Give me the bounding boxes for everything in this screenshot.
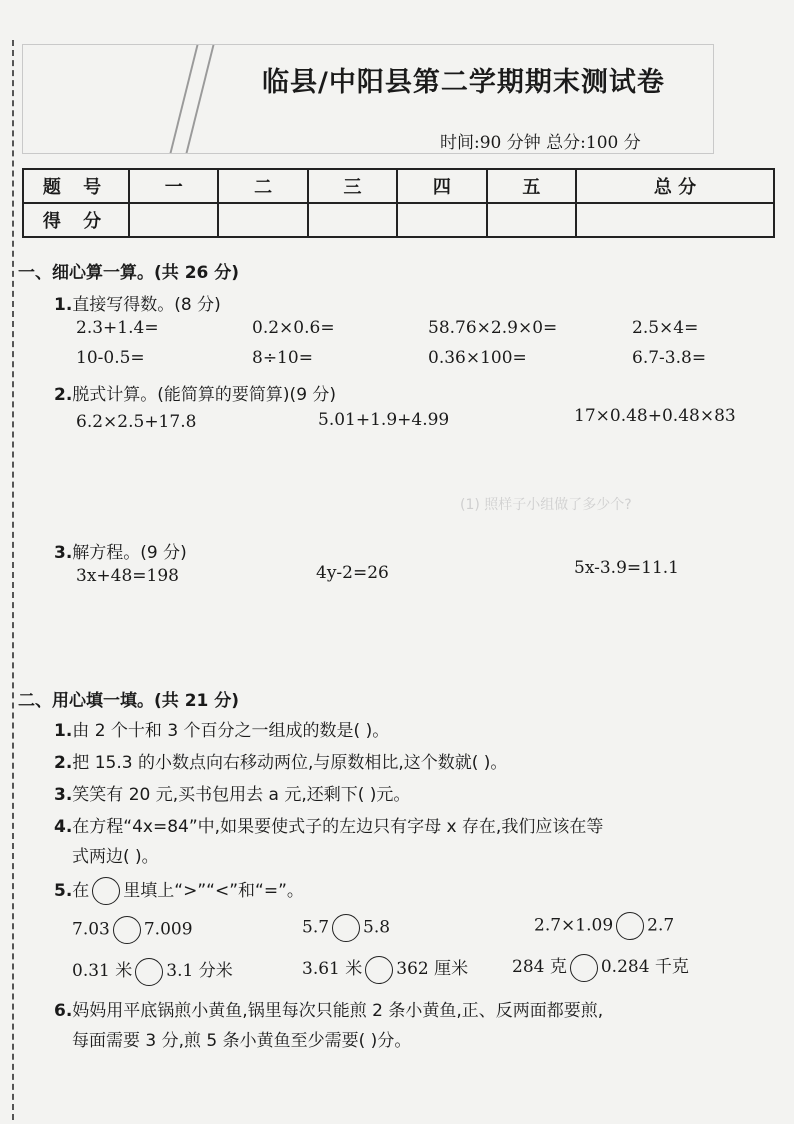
calc-item: 17×0.48+0.48×83 — [574, 406, 736, 426]
question-text: 解方程。(9 分) — [72, 543, 187, 563]
question-text: 在 — [72, 881, 90, 901]
compare-left: 284 克 — [512, 957, 567, 977]
bleed-through-text: (1) 照样子小组做了多少个? — [460, 497, 632, 513]
compare-answer-circle[interactable] — [332, 914, 360, 942]
compare-right: 362 厘米 — [396, 959, 469, 979]
equation-item: 4y-2=26 — [316, 563, 389, 583]
compare-item — [512, 952, 689, 982]
score-input-cell[interactable] — [397, 203, 486, 237]
calc-item: 2.3+1.4= — [76, 318, 159, 338]
compare-answer-circle[interactable] — [135, 958, 163, 986]
table-row — [23, 169, 774, 203]
question-number: 6. — [54, 1001, 73, 1021]
compare-left: 7.03 — [72, 919, 110, 940]
question-number: 3. — [54, 785, 73, 805]
table-cell: 一 — [129, 169, 218, 203]
question-text: 笑笑有 20 元,买书包用去 a 元,还剩下( )元。 — [72, 785, 411, 805]
compare-answer-circle[interactable] — [570, 954, 598, 982]
question-text: 里填上“>”“<”和“=”。 — [123, 881, 304, 901]
question-number: 1. — [54, 295, 73, 315]
compare-item — [72, 916, 193, 944]
compare-right: 3.1 分米 — [166, 961, 233, 981]
calc-item: 10-0.5= — [76, 348, 145, 368]
question-text: 由 2 个十和 3 个百分之一组成的数是( )。 — [72, 721, 390, 741]
compare-right: 7.009 — [143, 919, 193, 940]
scan-margin-line — [12, 40, 14, 1120]
table-cell: 总 分 — [576, 169, 774, 203]
table-cell: 四 — [397, 169, 486, 203]
table-cell: 二 — [218, 169, 307, 203]
question-text: 把 15.3 的小数点向右移动两位,与原数相比,这个数就( )。 — [72, 753, 508, 773]
question-number: 1. — [54, 721, 73, 741]
section-1-heading: 一、细心算一算。(共 26 分) — [18, 263, 240, 283]
compare-left: 3.61 米 — [302, 959, 363, 979]
calc-item: 58.76×2.9×0= — [428, 318, 558, 338]
compare-answer-circle[interactable] — [616, 912, 644, 940]
section-2-heading: 二、用心填一填。(共 21 分) — [18, 691, 240, 711]
calc-item: 6.7-3.8= — [632, 348, 707, 368]
question-1-2 — [54, 380, 336, 405]
compare-item — [534, 912, 674, 940]
time-score-info: 时间:90 分钟 总分:100 分 — [440, 133, 641, 153]
question-2-6 — [54, 996, 603, 1021]
header-decoration — [186, 45, 215, 153]
compare-right: 5.8 — [363, 917, 391, 938]
question-2-3 — [54, 780, 410, 805]
calc-item: 2.5×4= — [632, 318, 699, 338]
calc-item: 6.2×2.5+17.8 — [76, 412, 197, 432]
question-number: 3. — [54, 543, 73, 563]
compare-answer-circle[interactable] — [365, 956, 393, 984]
compare-right: 2.7 — [647, 915, 675, 936]
calc-item: 8÷10= — [252, 348, 313, 368]
table-row — [23, 203, 774, 237]
calc-item: 0.36×100= — [428, 348, 527, 368]
question-2-6-line2: 每面需要 3 分,煎 5 条小黄鱼至少需要( )分。 — [72, 1031, 412, 1051]
compare-item — [302, 914, 390, 942]
compare-answer-circle[interactable] — [113, 916, 141, 944]
equation-item: 3x+48=198 — [76, 566, 179, 586]
calc-item: 5.01+1.9+4.99 — [318, 410, 450, 430]
question-2-2 — [54, 748, 507, 773]
table-cell: 题 号 — [23, 169, 129, 203]
compare-item — [302, 954, 468, 984]
question-number: 2. — [54, 385, 73, 405]
table-cell: 三 — [308, 169, 397, 203]
score-input-cell[interactable] — [308, 203, 397, 237]
question-2-4-line2: 式两边( )。 — [72, 847, 159, 867]
question-number: 5. — [54, 881, 73, 901]
question-text: 在方程“4x=84”中,如果要使式子的左边只有字母 x 存在,我们应该在等 — [72, 817, 604, 837]
compare-circle-icon — [92, 877, 120, 905]
question-text: 脱式计算。(能简算的要简算)(9 分) — [72, 385, 337, 405]
question-1-1 — [54, 290, 221, 315]
score-input-cell[interactable] — [218, 203, 307, 237]
question-1-3 — [54, 538, 187, 563]
page-title: 临县/中阳县第二学期期末测试卷 — [262, 67, 665, 98]
question-number: 2. — [54, 753, 73, 773]
score-table — [22, 168, 775, 238]
question-text: 妈妈用平底锅煎小黄鱼,锅里每次只能煎 2 条小黄鱼,正、反两面都要煎, — [72, 1001, 604, 1021]
question-text: 直接写得数。(8 分) — [72, 295, 221, 315]
question-2-4 — [54, 812, 603, 837]
compare-left: 5.7 — [302, 917, 330, 938]
compare-left: 2.7×1.09 — [534, 915, 614, 936]
score-input-cell[interactable] — [129, 203, 218, 237]
compare-right: 0.284 千克 — [600, 957, 689, 977]
table-cell: 五 — [487, 169, 576, 203]
compare-left: 0.31 米 — [72, 961, 133, 981]
equation-item: 5x-3.9=11.1 — [574, 558, 679, 578]
table-cell: 得 分 — [23, 203, 129, 237]
calc-item: 0.2×0.6= — [252, 318, 335, 338]
score-input-cell[interactable] — [576, 203, 774, 237]
compare-item — [72, 956, 233, 986]
question-number: 4. — [54, 817, 73, 837]
score-input-cell[interactable] — [487, 203, 576, 237]
question-2-5 — [54, 876, 304, 905]
header-decoration — [170, 45, 199, 153]
question-2-1 — [54, 716, 389, 741]
